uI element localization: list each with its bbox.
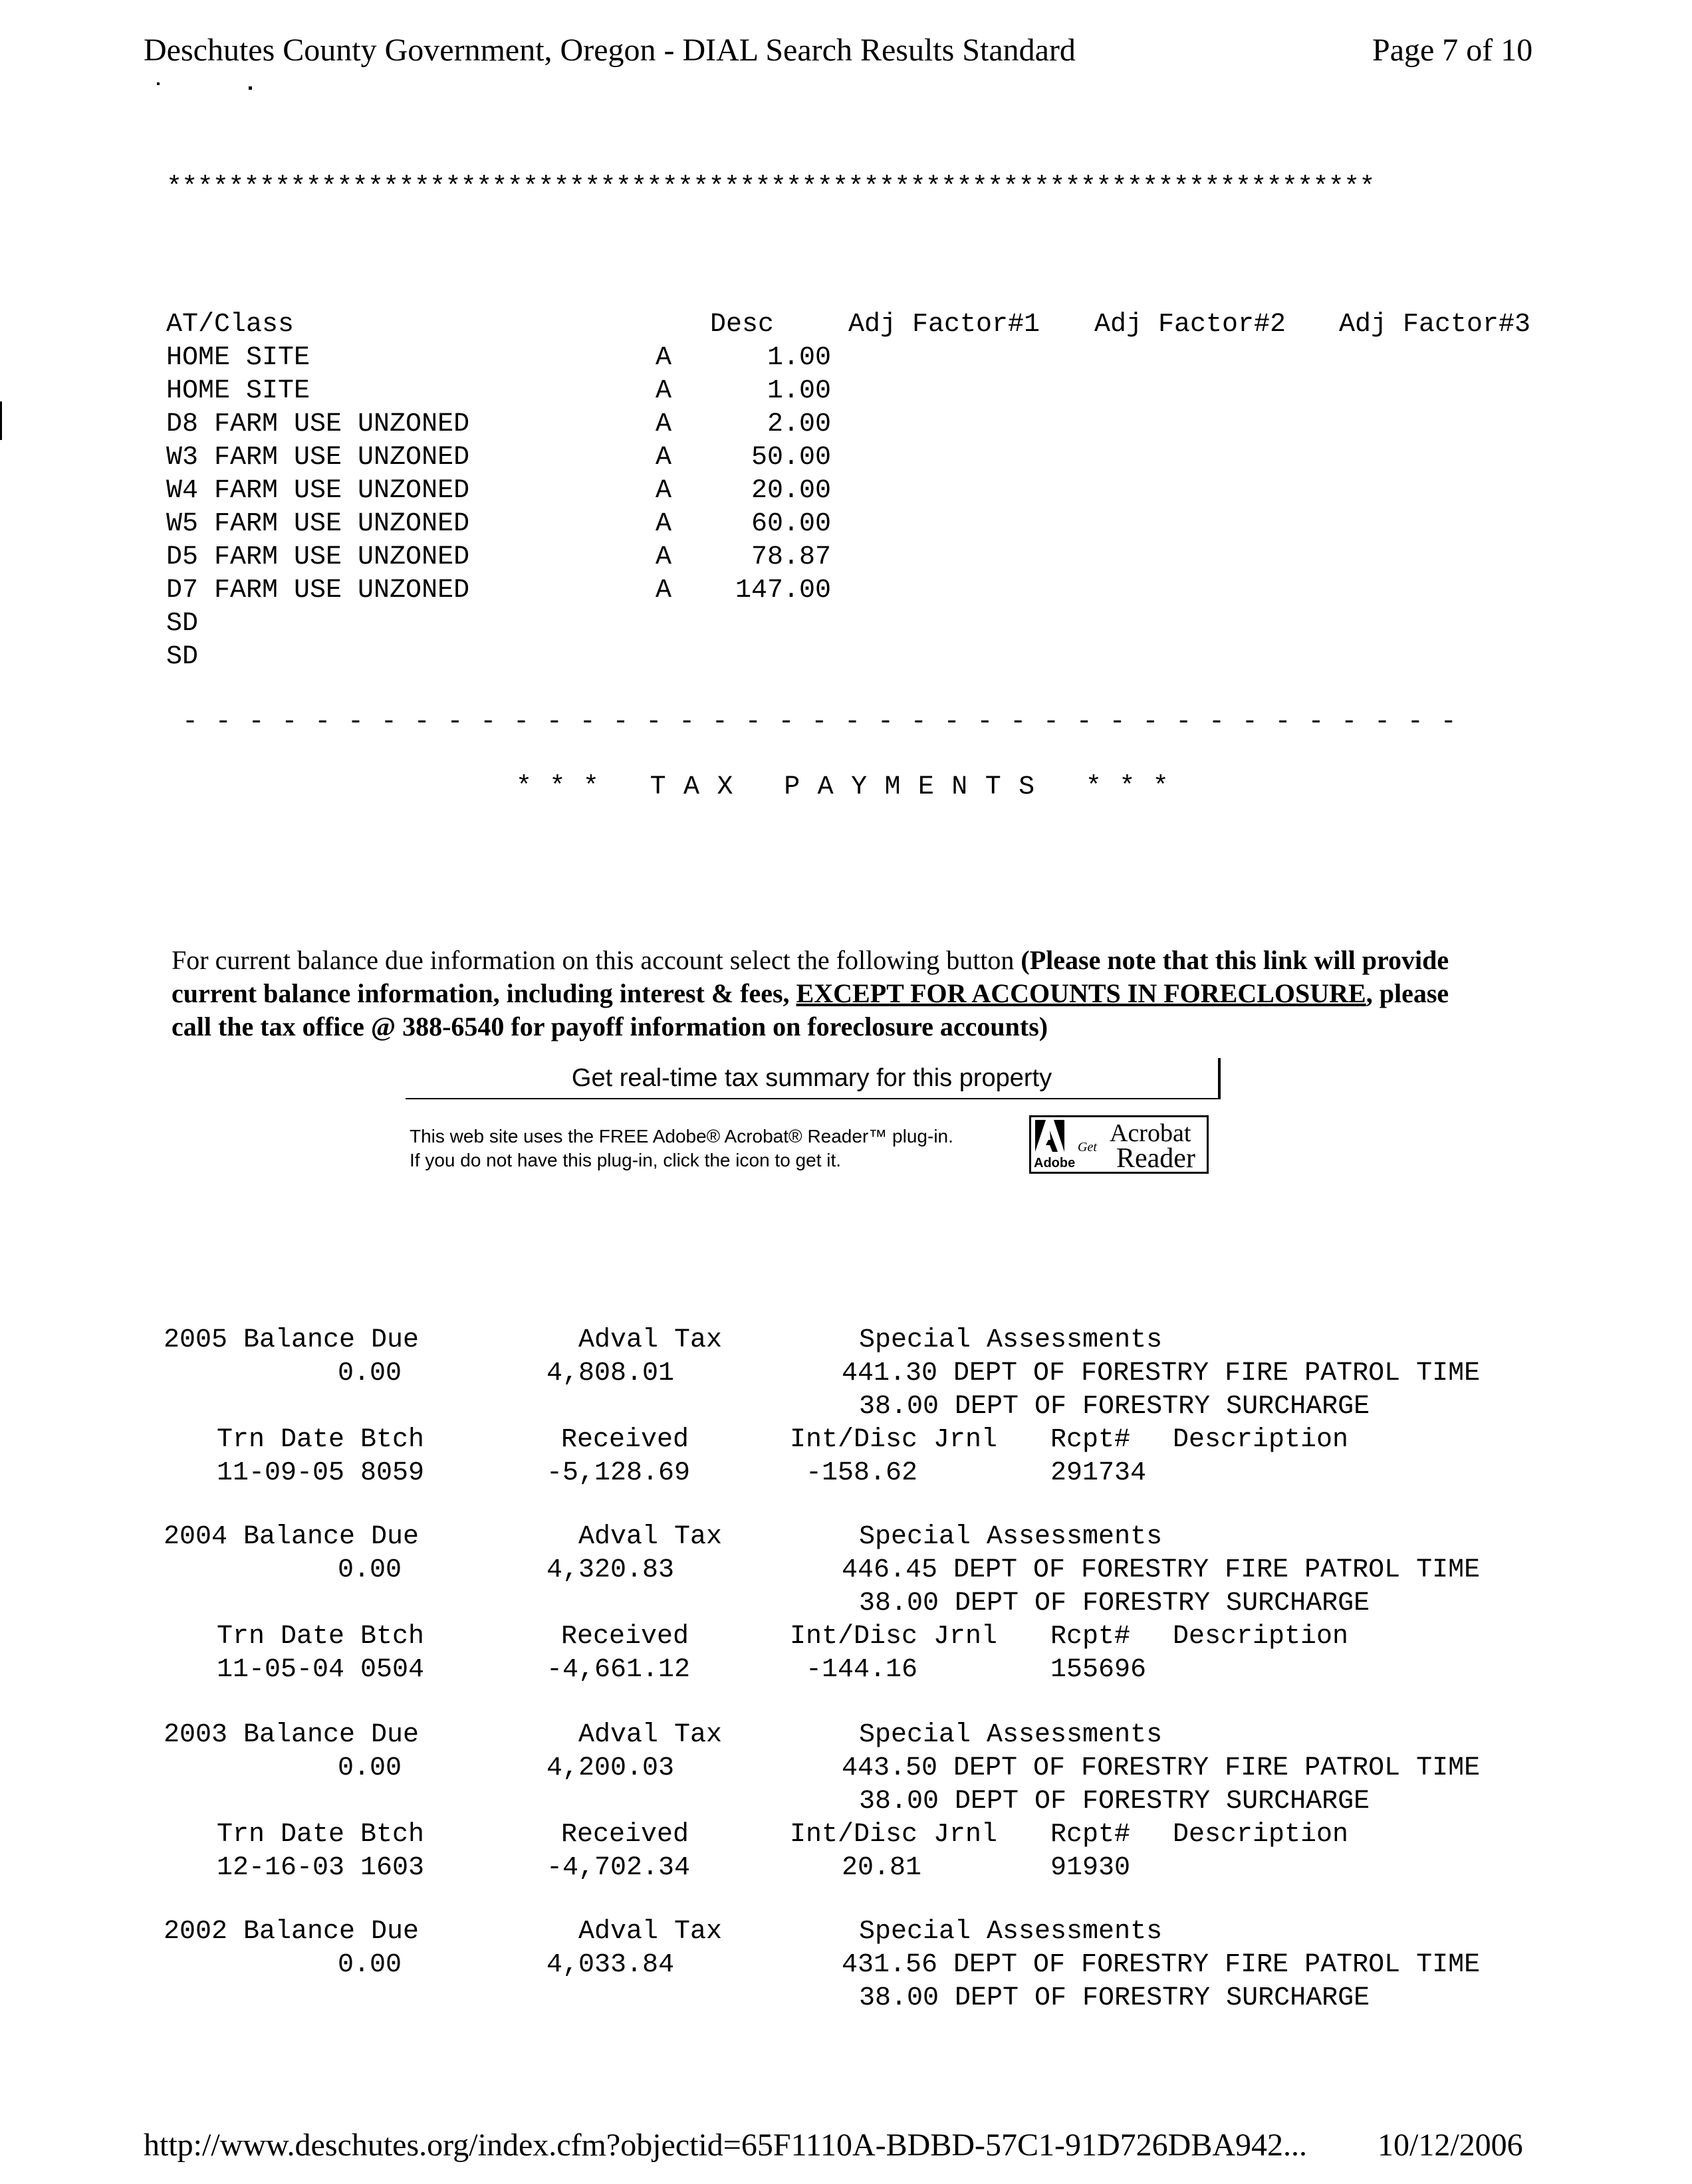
land-row-flag: A xyxy=(656,576,672,605)
special-assessments-label: Special Assessments xyxy=(859,1522,1163,1552)
received-label: Received xyxy=(561,1820,689,1850)
trn-label: Trn Date Btch xyxy=(217,1622,425,1652)
plugin-line-2: If you do not have this plug-in, click the icon to get it. xyxy=(410,1150,842,1170)
land-row-class: W5 FARM USE UNZONED xyxy=(166,509,470,539)
land-row-class: HOME SITE xyxy=(166,343,310,373)
received-label: Received xyxy=(561,1425,689,1455)
assessment-line: 446.45 DEPT OF FORESTRY FIRE PATROL TIME xyxy=(842,1555,1481,1585)
balance-due-value: 0.00 xyxy=(338,1359,402,1388)
col-header-adj2: Adj Factor#2 xyxy=(1094,310,1286,340)
adobe-wordmark: Adobe xyxy=(1034,1156,1076,1170)
star-separator: ****************************************************************************** xyxy=(166,173,1375,203)
land-row-class: W3 FARM USE UNZONED xyxy=(166,443,470,473)
plugin-line-1: This web site uses the FREE Adobe® Acrobat® Reader™ plug-in. xyxy=(410,1126,953,1147)
received-value: -4,661.12 xyxy=(546,1655,691,1685)
intdisc-value: -144.16 xyxy=(806,1655,918,1685)
assessment-line: 38.00 DEPT OF FORESTRY SURCHARGE xyxy=(859,1392,1370,1422)
scan-speck xyxy=(157,82,160,85)
rcpt-label: Rcpt# xyxy=(1050,1622,1131,1652)
assessment-line: 441.30 DEPT OF FORESTRY FIRE PATROL TIME xyxy=(842,1359,1481,1388)
received-value: -4,702.34 xyxy=(546,1853,691,1883)
balance-due-value: 0.00 xyxy=(338,1555,402,1585)
notice-bold-text: (Please note that this link will provide current balance information, including interest & fees, xyxy=(172,945,1449,1008)
adval-tax-value: 4,200.03 xyxy=(546,1753,675,1783)
dash-separator: - - - - - - - - - - - - - - - - - - - - - - - - - - - - - - - - - - - - - - - xyxy=(182,707,1457,737)
trn-label: Trn Date Btch xyxy=(217,1820,425,1850)
trn-label: Trn Date Btch xyxy=(217,1425,425,1455)
land-row-class: D7 FARM USE UNZONED xyxy=(166,576,470,605)
col-header-adj3: Adj Factor#3 xyxy=(1339,310,1531,340)
assessment-line: 431.56 DEPT OF FORESTRY FIRE PATROL TIME xyxy=(842,1950,1481,1980)
adobe-logo-icon xyxy=(1035,1120,1064,1153)
description-label: Description xyxy=(1173,1622,1349,1652)
balance-label: 2003 Balance Due xyxy=(164,1720,420,1750)
land-row-value: 60.00 xyxy=(751,509,831,539)
land-row-value: 1.00 xyxy=(767,376,831,406)
badge-get-text: Get xyxy=(1078,1140,1097,1154)
footer-date: 10/12/2006 xyxy=(1378,2128,1523,2163)
intdisc-value: 20.81 xyxy=(842,1853,922,1883)
plugin-notice xyxy=(410,1125,953,1172)
intdisc-label: Int/Disc Jrnl xyxy=(790,1425,998,1455)
land-row-value: 50.00 xyxy=(751,443,831,473)
adval-tax-value: 4,808.01 xyxy=(546,1359,675,1388)
land-row-flag: A xyxy=(656,443,672,473)
description-label: Description xyxy=(1173,1820,1349,1850)
rcpt-value: 155696 xyxy=(1050,1655,1147,1685)
intdisc-value: -158.62 xyxy=(806,1458,918,1488)
trn-date-batch: 11-05-04 0504 xyxy=(217,1655,425,1685)
footer-url: http://www.deschutes.org/index.cfm?objectid=65F1110A-BDBD-57C1-91D726DBA942... xyxy=(144,2128,1308,2163)
land-row-class: D5 FARM USE UNZONED xyxy=(166,542,470,572)
land-row-class: SD xyxy=(166,609,199,639)
special-assessments-label: Special Assessments xyxy=(859,1325,1163,1355)
balance-label: 2005 Balance Due xyxy=(164,1325,420,1355)
balance-label: 2004 Balance Due xyxy=(164,1522,420,1552)
rcpt-label: Rcpt# xyxy=(1050,1425,1131,1455)
assessment-line: 38.00 DEPT OF FORESTRY SURCHARGE xyxy=(859,1983,1370,2013)
page-header-title: Deschutes County Government, Oregon - DIAL Search Results Standard xyxy=(144,33,1076,68)
land-row-value: 2.00 xyxy=(767,409,831,439)
land-row-flag: A xyxy=(656,509,672,539)
assessment-line: 38.00 DEPT OF FORESTRY SURCHARGE xyxy=(859,1787,1370,1816)
rcpt-label: Rcpt# xyxy=(1050,1820,1131,1850)
land-row-class: HOME SITE xyxy=(166,376,310,406)
adval-tax-value: 4,320.83 xyxy=(546,1555,675,1585)
land-row-value: 78.87 xyxy=(751,542,831,572)
assessment-line: 38.00 DEPT OF FORESTRY SURCHARGE xyxy=(859,1588,1370,1618)
land-row-flag: A xyxy=(656,542,672,572)
land-row-flag: A xyxy=(656,376,672,406)
badge-reader-text: Reader xyxy=(1116,1143,1195,1174)
land-row-flag: A xyxy=(656,409,672,439)
adval-label: Adval Tax xyxy=(578,1720,723,1750)
notice-text: For current balance due information on this account select the following button xyxy=(172,945,1021,975)
received-value: -5,128.69 xyxy=(546,1458,691,1488)
land-row-flag: A xyxy=(656,476,672,506)
land-row-flag: A xyxy=(656,343,672,373)
adval-label: Adval Tax xyxy=(578,1522,723,1552)
realtime-tax-summary-button[interactable]: Get real-time tax summary for this property xyxy=(406,1058,1221,1099)
badge-acrobat-text: Acrobat xyxy=(1110,1119,1191,1147)
balance-due-value: 0.00 xyxy=(338,1950,402,1980)
col-header-desc: Desc xyxy=(710,310,775,340)
adval-label: Adval Tax xyxy=(578,1325,723,1355)
balance-due-value: 0.00 xyxy=(338,1753,402,1783)
col-header-adj1: Adj Factor#1 xyxy=(848,310,1040,340)
get-acrobat-reader-button[interactable] xyxy=(1029,1115,1209,1174)
col-header-atclass: AT/Class xyxy=(166,310,295,340)
received-label: Received xyxy=(561,1622,689,1652)
description-label: Description xyxy=(1173,1425,1349,1455)
adval-label: Adval Tax xyxy=(578,1917,723,1947)
land-row-class: D8 FARM USE UNZONED xyxy=(166,409,470,439)
assessment-line: 443.50 DEPT OF FORESTRY FIRE PATROL TIME xyxy=(842,1753,1481,1783)
notice-bold-text-2: , please call the tax office @ 388-6540 for payoff information on foreclosure accounts) xyxy=(172,978,1449,1041)
land-row-class: SD xyxy=(166,642,199,672)
scan-speck xyxy=(249,86,252,90)
balance-label: 2002 Balance Due xyxy=(164,1917,420,1947)
trn-date-batch: 12-16-03 1603 xyxy=(217,1853,425,1883)
special-assessments-label: Special Assessments xyxy=(859,1917,1163,1947)
land-row-value: 20.00 xyxy=(751,476,831,506)
rcpt-value: 291734 xyxy=(1050,1458,1147,1488)
land-row-value: 147.00 xyxy=(735,576,831,605)
special-assessments-label: Special Assessments xyxy=(859,1720,1163,1750)
balance-notice xyxy=(172,944,1468,1043)
intdisc-label: Int/Disc Jrnl xyxy=(790,1820,998,1850)
intdisc-label: Int/Disc Jrnl xyxy=(790,1622,998,1652)
rcpt-value: 91930 xyxy=(1050,1853,1131,1883)
trn-date-batch: 11-09-05 8059 xyxy=(217,1458,425,1488)
foreclosure-warning: EXCEPT FOR ACCOUNTS IN FORECLOSURE xyxy=(796,978,1366,1008)
tax-payments-title: * * * T A X P A Y M E N T S * * * xyxy=(516,772,1169,802)
land-row-value: 1.00 xyxy=(767,343,831,373)
adval-tax-value: 4,033.84 xyxy=(546,1950,675,1980)
page-number: Page 7 of 10 xyxy=(1372,33,1533,68)
scan-edge-mark xyxy=(0,401,2,440)
land-row-class: W4 FARM USE UNZONED xyxy=(166,476,470,506)
